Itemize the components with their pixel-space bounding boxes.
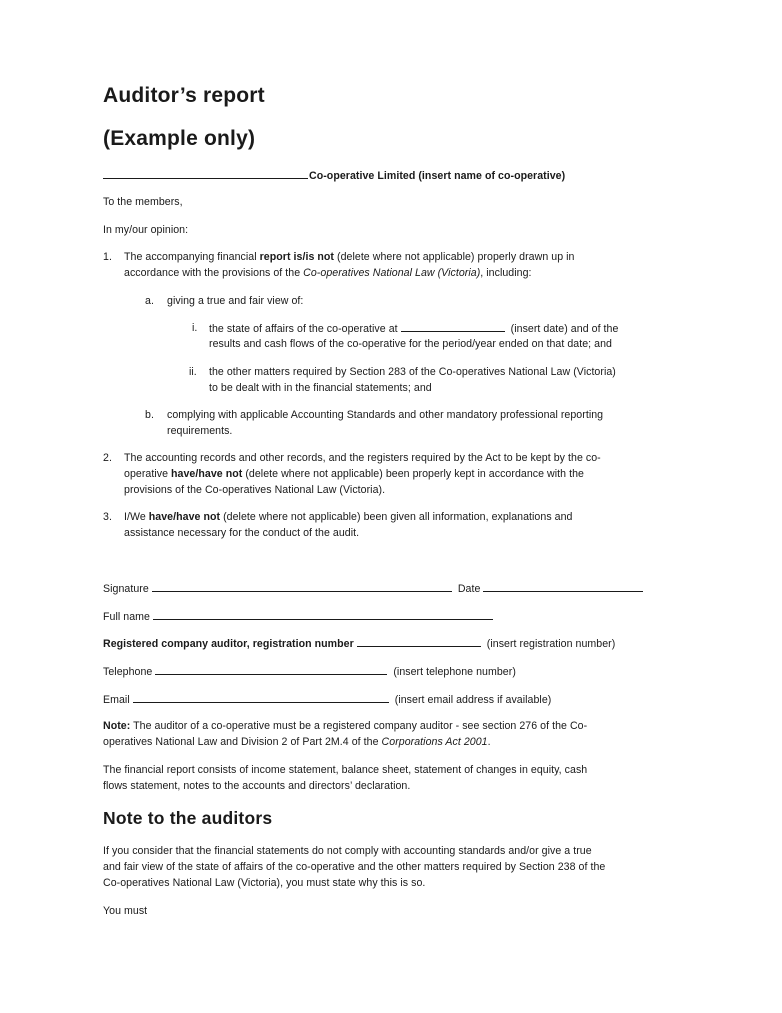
date-field[interactable] — [483, 580, 643, 592]
item2-number: 2. — [103, 452, 112, 464]
item1ai-l1-rest: (insert date) and of the — [510, 323, 619, 335]
item1-number: 1. — [103, 251, 112, 263]
item1ai-marker: i. — [192, 322, 198, 334]
email-label: Email — [103, 694, 130, 706]
item3-l1-rest: (delete where not applicable) been given all information, explanations and — [220, 511, 573, 523]
item1-l1-rest: (delete where not applicable) properly drawn up in — [334, 251, 575, 263]
telephone-hint: (insert telephone number) — [393, 666, 516, 678]
item3-l1-bold: have/have not — [148, 511, 221, 523]
item1aii-line1: the other matters required by Section 283 of the Co-operatives National Law (Victoria) — [209, 366, 616, 378]
note-body-line3: Co-operatives National Law (Victoria), you must state why this is so. — [103, 877, 426, 889]
telephone-row — [103, 663, 516, 680]
report-title: Auditor’s report — [103, 84, 265, 107]
item1a-text: giving a true and fair view of: — [167, 295, 304, 307]
item1-line1 — [124, 249, 574, 265]
note-l2-italic: Corporations Act 2001 — [381, 736, 488, 748]
item2-line2 — [124, 466, 584, 482]
item1-l2-text: accordance with the provisions of the — [124, 267, 304, 279]
item2-l2-bold: have/have not — [171, 468, 243, 480]
item1b-marker: b. — [145, 409, 154, 421]
email-hint: (insert email address if available) — [394, 694, 552, 706]
coop-name-label: Co-operative Limited (insert name of co-operative) — [309, 170, 566, 182]
item1aii-marker: ii. — [189, 366, 197, 378]
item1ai-line2: results and cash flows of the co-operative for the period/year ended on that date; and — [209, 338, 612, 350]
note-l2-rest: . — [487, 736, 491, 748]
telephone-field[interactable] — [155, 663, 387, 675]
opinion-intro: In my/our opinion: — [103, 224, 189, 236]
item2-line1: The accounting records and other records, and the registers required by the Act to be kept by the co- — [124, 452, 601, 464]
registration-row — [103, 635, 615, 652]
consists-line1: The financial report consists of income statement, balance sheet, statement of changes in equity, cash — [103, 764, 588, 776]
item1ai-l1-text: the state of affairs of the co-operative at — [209, 323, 398, 335]
email-field[interactable] — [133, 691, 389, 703]
item1b-line2: requirements. — [167, 425, 233, 437]
email-row — [103, 691, 551, 708]
item2-l2-rest: (delete where not applicable) been properly kept in accordance with the — [242, 468, 584, 480]
note-body-line1: If you consider that the financial statements do not comply with accounting standards and/or give a true — [103, 845, 592, 857]
coop-name-line — [103, 167, 565, 184]
you-must: You must — [103, 905, 148, 917]
item1a-marker: a. — [145, 295, 154, 307]
telephone-label: Telephone — [103, 666, 153, 678]
item2-line3: provisions of the Co-operatives National Law (Victoria). — [124, 484, 386, 496]
note-to-auditors-heading: Note to the auditors — [103, 808, 273, 828]
item3-l1-text: I/We — [124, 511, 149, 523]
item1-l2-rest: , including: — [480, 267, 532, 279]
insert-date-blank[interactable] — [401, 320, 505, 332]
note-body-line2: and fair view of the state of affairs of the co-operative and the other matters required by Section 238 of the — [103, 861, 606, 873]
item1b-line1: complying with applicable Accounting Standards and other mandatory professional reporting — [167, 409, 604, 421]
report-subtitle: (Example only) — [103, 127, 256, 150]
item2-l2-text: operative — [124, 468, 172, 480]
item3-number: 3. — [103, 511, 112, 523]
item3-line2: assistance necessary for the conduct of the audit. — [124, 527, 360, 539]
note-l2-text: operatives National Law and Division 2 of Part 2M.4 of the — [103, 736, 382, 748]
note-l1-text: The auditor of a co-operative must be a registered company auditor - see section 276 of the Co- — [130, 720, 588, 732]
registration-hint: (insert registration number) — [486, 638, 616, 650]
fullname-label: Full name — [103, 611, 150, 623]
item1aii-line2: to be dealt with in the financial statements; and — [209, 382, 432, 394]
signature-label: Signature — [103, 583, 149, 595]
item1-l1-bold: report is/is not — [259, 251, 335, 263]
note-line2 — [103, 734, 491, 750]
note-label: Note: — [103, 720, 131, 732]
item1-l1-text: The accompanying financial — [124, 251, 260, 263]
note-line1 — [103, 718, 587, 734]
fullname-field[interactable] — [153, 608, 493, 620]
signature-field[interactable] — [152, 580, 452, 592]
consists-line2: flows statement, notes to the accounts and directors’ declaration. — [103, 780, 411, 792]
fullname-row — [103, 608, 496, 625]
signature-row — [103, 580, 646, 597]
item3-line1 — [124, 509, 573, 525]
coop-name-blank[interactable] — [103, 167, 308, 179]
date-label: Date — [457, 583, 481, 595]
registration-field[interactable] — [357, 635, 481, 647]
item1ai-line1 — [209, 320, 618, 337]
item1-line2 — [124, 265, 532, 281]
salutation: To the members, — [103, 196, 183, 208]
item1-l2-italic: Co-operatives National Law (Victoria) — [303, 267, 481, 279]
registration-label: Registered company auditor, registration number — [103, 638, 354, 650]
